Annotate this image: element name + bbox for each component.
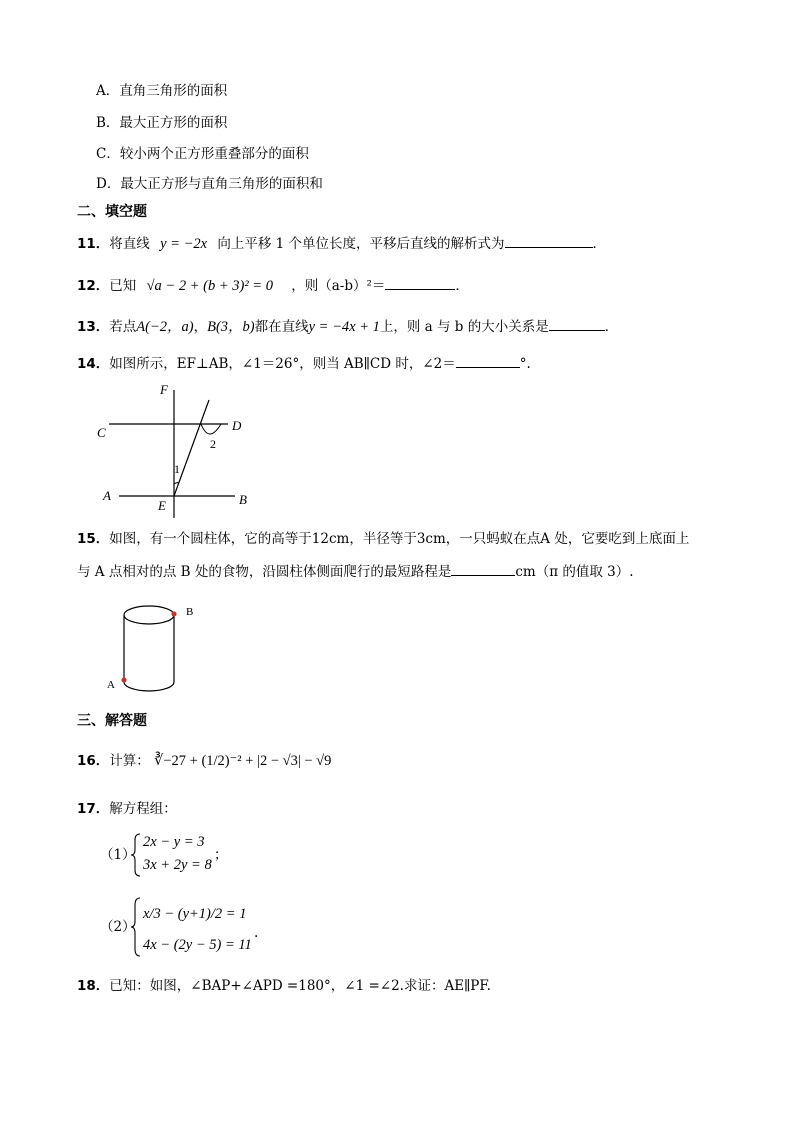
figure-15-cylinder (100, 600, 210, 695)
q17-text: 解方程组： (109, 801, 177, 817)
q13-sep: ， (193, 319, 208, 335)
answer-blank[interactable] (505, 233, 593, 248)
q17-part-1-end: ； (214, 847, 228, 863)
brace-icon (130, 832, 142, 878)
q16-expression: ∛−27 + (1/2)⁻² + |2 − √3| − √9 (154, 753, 332, 769)
q17-part-2-eq-2: 4x − (2y − 5) = 11 (143, 937, 252, 953)
label-b: B (239, 492, 247, 507)
point-b (171, 611, 176, 616)
label-c: C (97, 425, 106, 440)
question-number: 17． (77, 801, 110, 817)
choice-b: B．最大正方形的面积 (96, 115, 228, 131)
question-13 (77, 316, 618, 336)
question-15-line-2 (77, 561, 634, 581)
question-16 (77, 752, 331, 770)
q11-expression: y = −2x (160, 236, 208, 252)
q17-part-1-label: （1） (100, 847, 136, 863)
question-number: 11． (77, 236, 110, 252)
label-a: A (103, 488, 111, 503)
q13-end: ． (604, 319, 619, 335)
point-a (121, 677, 126, 682)
q12-mid: ，则（a-b）²＝ (291, 278, 386, 294)
label-e: E (158, 498, 166, 513)
label-b: B (186, 606, 194, 618)
question-11 (77, 233, 606, 253)
q13-mid2: 上，则 a 与 b 的大小关系是 (379, 319, 549, 335)
angle-2-arc (201, 424, 221, 434)
q12-end: ． (455, 278, 469, 294)
question-14 (77, 353, 531, 373)
q12-pre: 已知 (109, 278, 137, 294)
q13-expression: y = −4x + 1 (308, 319, 380, 335)
label-angle-2: 2 (210, 437, 216, 451)
q17-part-2-end: . (254, 925, 259, 941)
answer-blank[interactable] (549, 316, 605, 331)
question-12 (77, 275, 469, 295)
answer-blank[interactable] (451, 561, 515, 576)
section-fill-blank-title: 二、填空题 (77, 204, 147, 220)
answer-blank[interactable] (385, 275, 455, 290)
question-number: 15． (77, 531, 110, 547)
q15-line2: 与 A 点相对的点 B 处的食物，沿圆柱体侧面爬行的最短路程是 (77, 564, 452, 580)
q11-post: 向上平移 1 个单位长度，平移后直线的解析式为 (217, 236, 505, 252)
choice-c: C．较小两个正方形重叠部分的面积 (96, 146, 309, 162)
q13-point-b: B(3，b) (207, 319, 255, 335)
cylinder-top (124, 606, 174, 624)
q11-pre: 将直线 (109, 236, 150, 252)
q12-expression: √a − 2 + (b + 3)² = 0 (146, 278, 273, 294)
transversal-line (174, 400, 209, 496)
q17-part-1-eq-1: 2x − y = 3 (143, 834, 205, 850)
q13-pre: 若点 (109, 319, 137, 335)
q17-part-2-label: （2） (100, 919, 136, 935)
question-number: 18． (77, 978, 110, 994)
choice-d: D．最大正方形与直角三角形的面积和 (96, 176, 323, 192)
answer-blank[interactable] (456, 353, 520, 368)
label-a: A (107, 679, 115, 691)
q16-text: 计算： (109, 753, 150, 769)
q13-mid1: 都在直线 (254, 319, 309, 335)
question-number: 13． (77, 319, 110, 335)
q14-text: 如图所示，EF⊥AB，∠1＝26°，则当 AB∥CD 时，∠2＝ (109, 356, 456, 372)
brace-icon (130, 896, 142, 958)
label-d: D (232, 418, 242, 433)
figure-14-diagram (95, 378, 265, 523)
label-angle-1: 1 (174, 462, 180, 476)
q13-point-a: A(−2，a) (136, 319, 194, 335)
question-number: 12． (77, 278, 110, 294)
q14-end: °. (519, 356, 531, 372)
section-solve-title: 三、解答题 (77, 713, 147, 729)
q17-part-2-eq-1: x/3 − (y+1)/2 = 1 (143, 906, 247, 922)
q18-text: 已知：如图，∠BAP+∠APD =180°，∠1 =∠2.求证：AE∥PF. (109, 978, 491, 994)
question-number: 16． (77, 753, 110, 769)
q15-line1: 如图，有一个圆柱体，它的高等于12cm，半径等于3cm，一只蚂蚁在点A 处，它要吃到上底面上 (109, 531, 690, 547)
q15-end: cm（π 的值取 3）. (515, 564, 634, 580)
q17-part-1-eq-2: 3x + 2y = 8 (143, 857, 212, 873)
question-15-line-1 (77, 530, 689, 548)
question-number: 14． (77, 356, 110, 372)
question-17 (77, 800, 177, 818)
q11-end: ． (592, 236, 607, 252)
label-f: F (160, 382, 168, 397)
choice-a: A．直角三角形的面积 (96, 83, 228, 99)
cylinder-bottom (124, 682, 174, 691)
question-18 (77, 977, 491, 995)
